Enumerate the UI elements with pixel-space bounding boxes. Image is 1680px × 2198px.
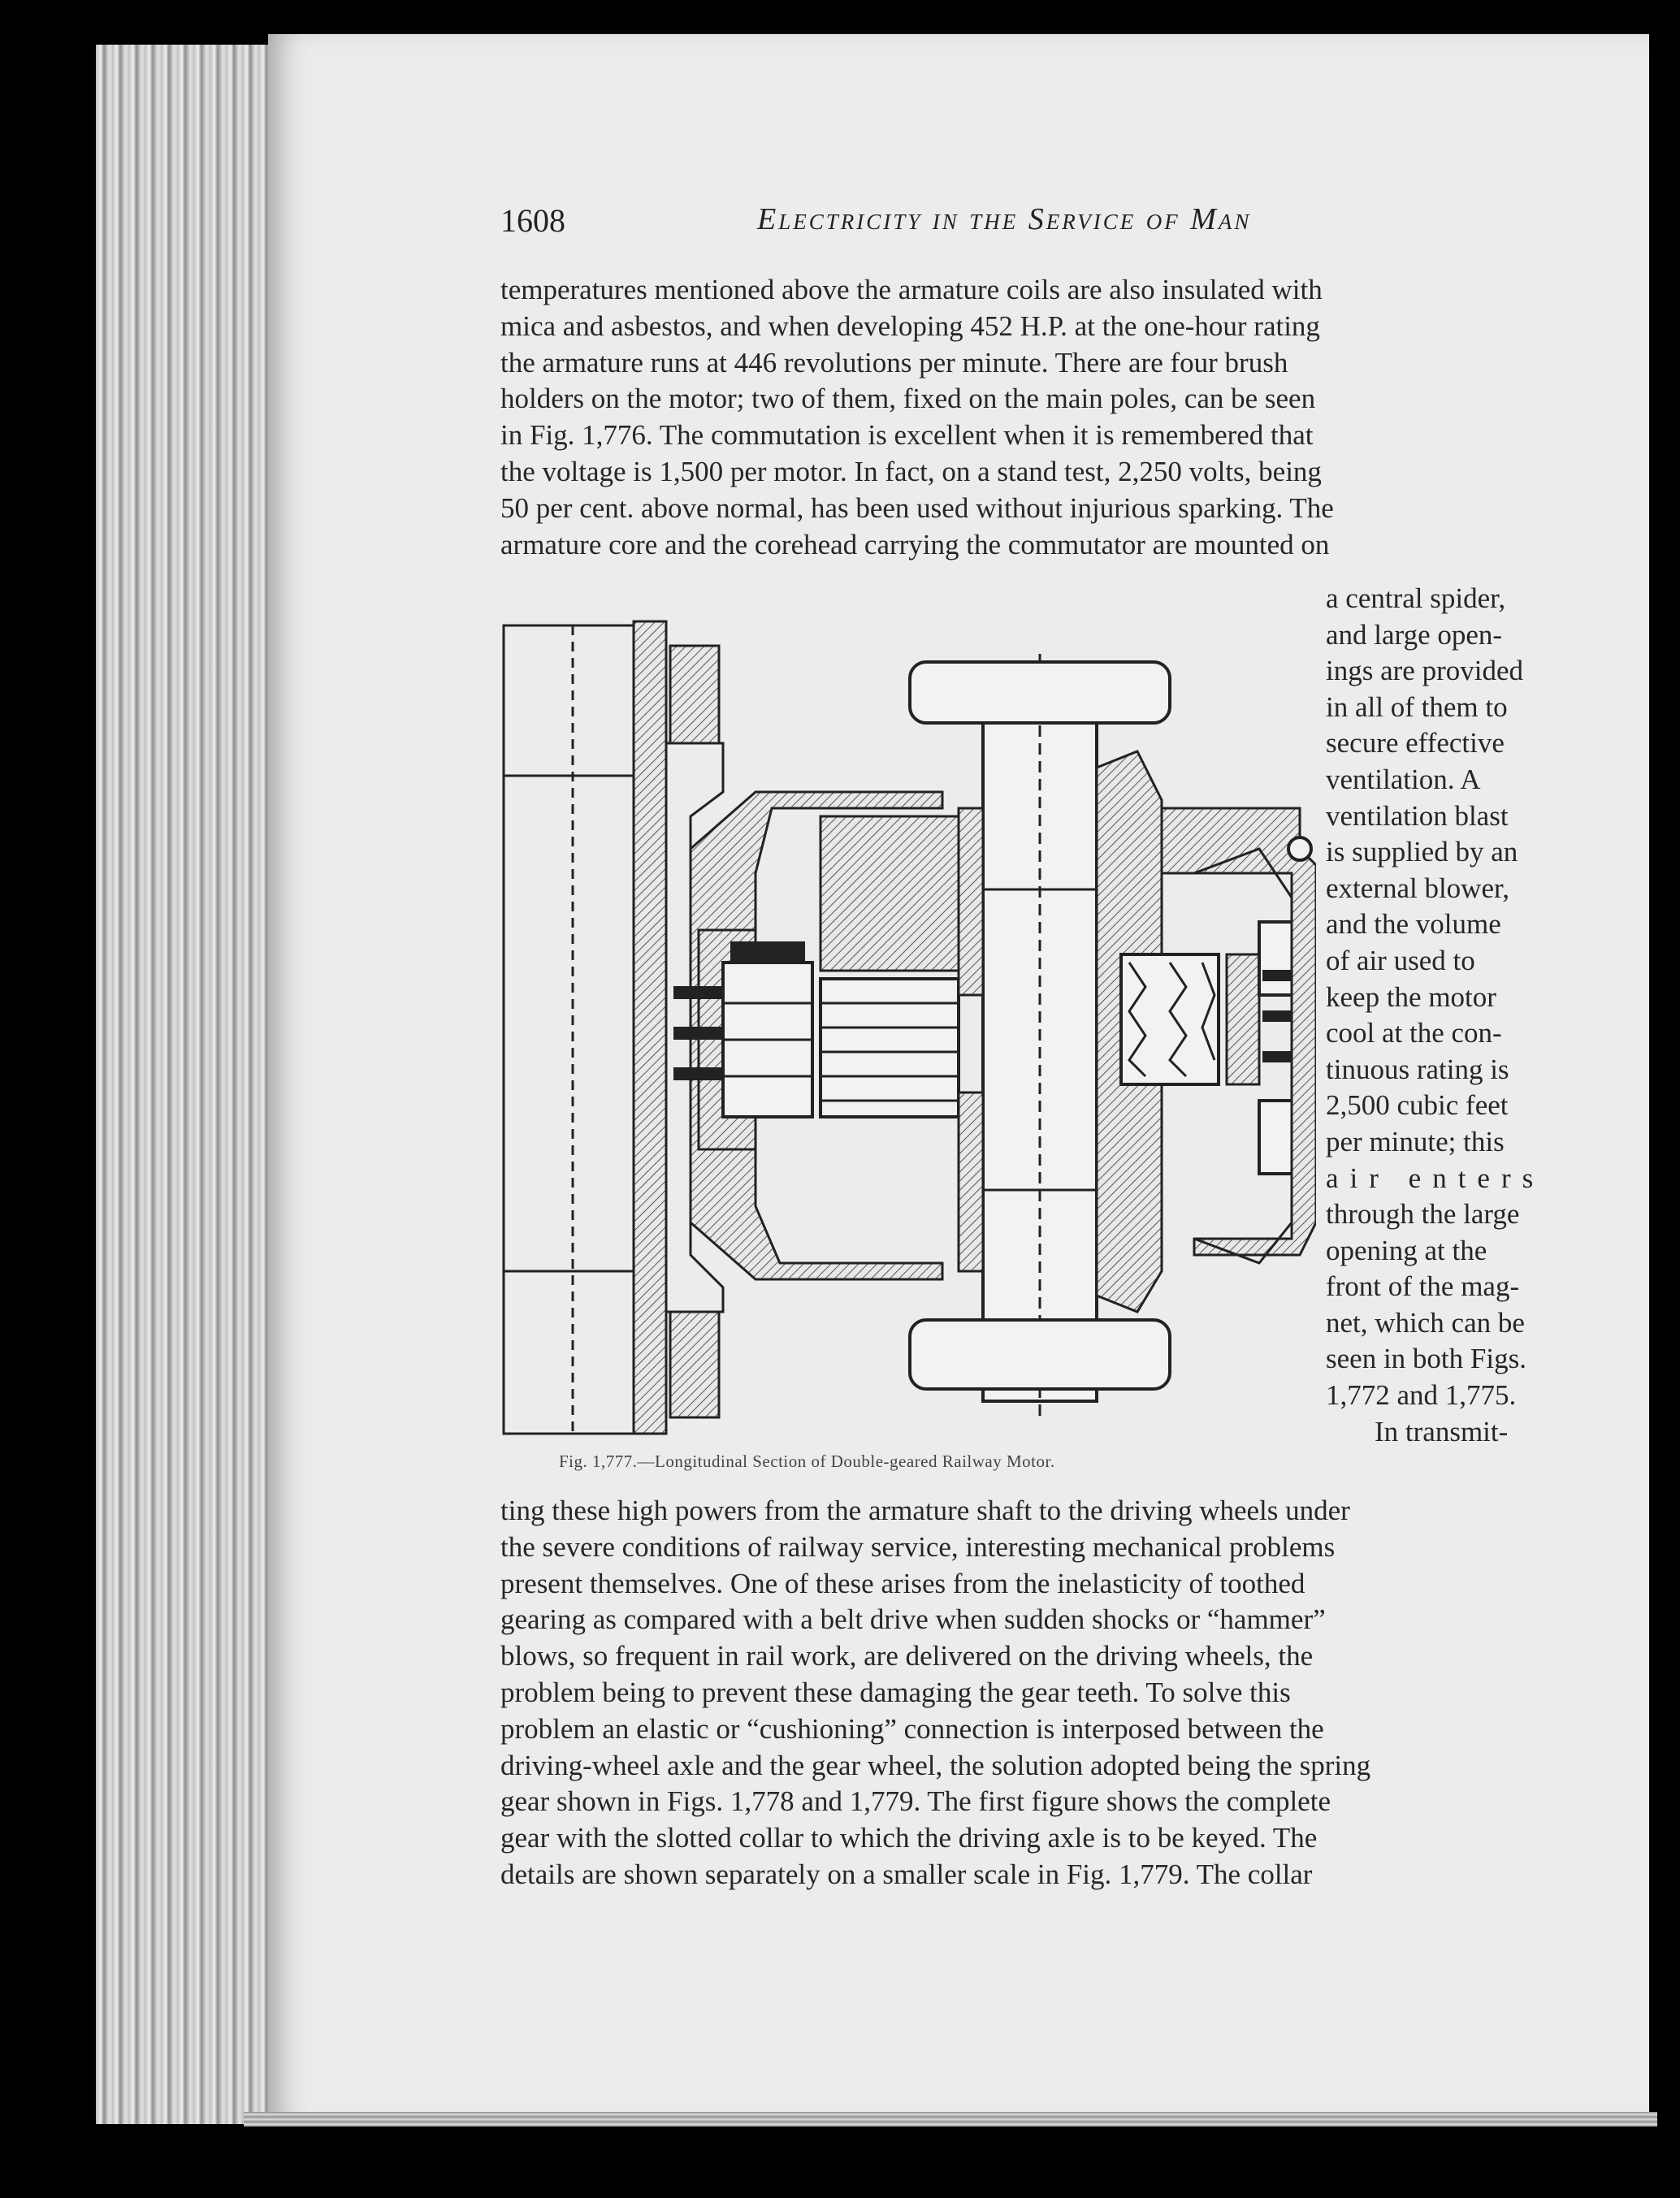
text-line: problem being to prevent these damaging the gear teeth. To solve this (500, 1676, 1291, 1708)
text-line: air enters (1326, 1162, 1545, 1194)
text-line: and the volume (1326, 908, 1501, 941)
text-line: secure effective (1326, 727, 1505, 759)
paragraph-bottom (500, 1493, 1571, 1893)
text-line: in all of them to (1326, 690, 1508, 723)
text-line: gear shown in Figs. 1,778 and 1,779. The first figure shows the complete (500, 1785, 1331, 1818)
text-line: gearing as compared with a belt drive when sudden shocks or “hammer” (500, 1603, 1326, 1636)
text-line: the voltage is 1,500 per motor. In fact, on a stand test, 2,250 volts, being (500, 455, 1322, 487)
text-line: net, which can be (1326, 1306, 1525, 1339)
text-line: armature core and the corehead carrying the commutator are mounted on (500, 528, 1330, 560)
text-line: per minute; this (1326, 1125, 1505, 1157)
text-line: the severe conditions of railway service, interesting mechanical problems (500, 1530, 1336, 1563)
motor-section-drawing (487, 605, 1316, 1458)
text-line: keep the motor (1326, 980, 1496, 1013)
text-line: is supplied by an (1326, 836, 1518, 868)
text-line: through the large (1326, 1198, 1520, 1231)
text-line: 1,772 and 1,775. (1326, 1379, 1517, 1412)
text-line: present themselves. One of these arises from the inelasticity of toothed (500, 1567, 1305, 1599)
text-line: ting these high powers from the armature shaft to the driving wheels under (500, 1495, 1350, 1526)
side-column-text (1326, 581, 1571, 1450)
text-line: seen in both Figs. (1326, 1343, 1526, 1375)
text-line: blows, so frequent in rail work, are delivered on the driving wheels, the (500, 1640, 1314, 1672)
text-line: holders on the motor; two of them, fixed on the main poles, can be seen (500, 383, 1316, 415)
book-bottom-edge (244, 2112, 1657, 2127)
text-line: 50 per cent. above normal, has been used without injurious sparking. The (500, 491, 1334, 524)
running-title: Electricity in the Service of Man (757, 202, 1252, 236)
page-number: 1608 (500, 202, 565, 239)
figure-caption: Fig. 1,777.—Longitudinal Section of Double-geared Railway Motor. (559, 1452, 1055, 1471)
text-line: gear with the slotted collar to which the driving axle is to be keyed. The (500, 1822, 1318, 1854)
paragraph-top (500, 272, 1571, 563)
text-line: mica and asbestos, and when developing 452 H.P. at the one-hour rating (500, 309, 1320, 342)
text-line: tinuous rating is (1326, 1053, 1509, 1085)
text-line: ventilation blast (1326, 799, 1509, 832)
text-line: details are shown separately on a smaller scale in Fig. 1,779. The collar (500, 1858, 1313, 1890)
text-line: opening at the (1326, 1234, 1487, 1266)
text-line: of air used to (1326, 944, 1475, 976)
text-line: In transmit- (1375, 1415, 1509, 1447)
text-line: cool at the con- (1326, 1017, 1502, 1049)
text-line: in Fig. 1,776. The commutation is excellent when it is remembered that (500, 419, 1314, 452)
text-line: temperatures mentioned above the armature coils are also insulated with (500, 274, 1323, 305)
figure-motor-section (487, 605, 1316, 1458)
text-line: ings are provided (1326, 655, 1523, 687)
text-line: driving-wheel axle and the gear wheel, the solution adopted being the spring (500, 1749, 1371, 1781)
text-line: problem an elastic or “cushioning” connection is interposed between the (500, 1712, 1324, 1745)
text-line: 2,500 cubic feet (1326, 1089, 1509, 1122)
text-line: a central spider, (1326, 582, 1506, 614)
page-header (500, 201, 1329, 250)
text-line: ventilation. A (1326, 763, 1481, 795)
text-line: front of the mag- (1326, 1270, 1520, 1303)
text-line: and large open- (1326, 618, 1503, 651)
text-line: external blower, (1326, 872, 1509, 904)
text-line: the armature runs at 446 revolutions per minute. There are four brush (500, 346, 1288, 379)
